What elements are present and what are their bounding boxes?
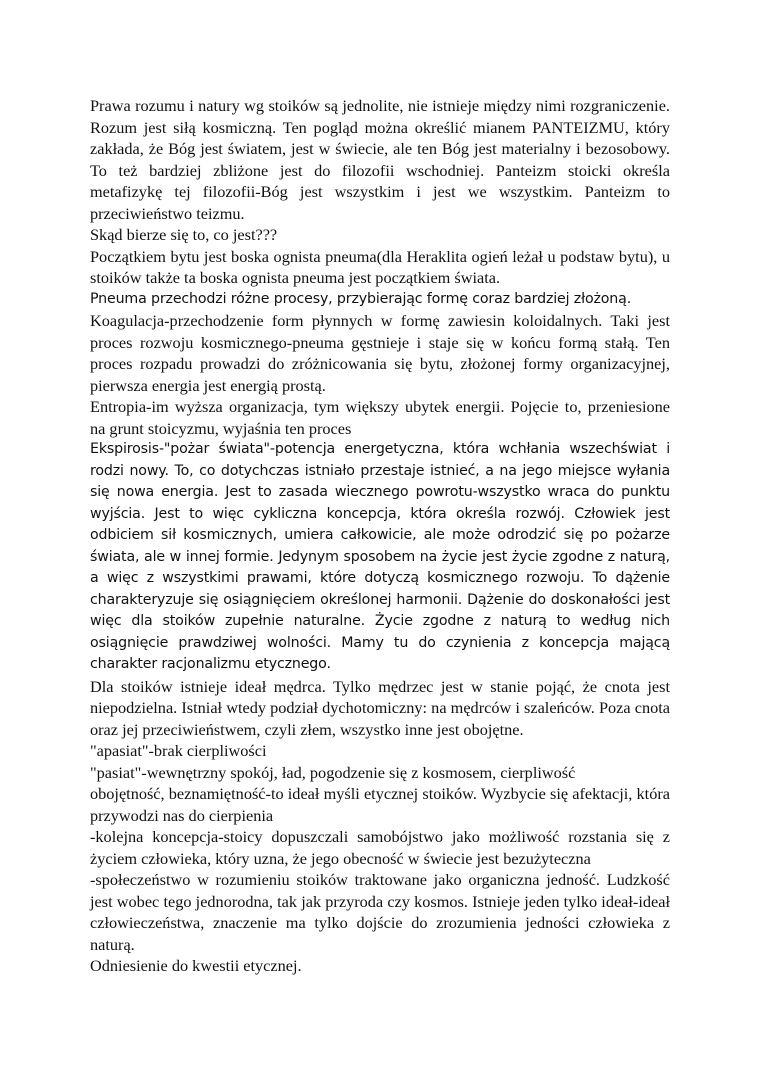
paragraph-pneuma-processes: Pneuma przechodzi różne procesy, przybierając formę coraz bardziej złożoną. bbox=[90, 290, 632, 307]
paragraph-spoleczenstwo: -społeczeństwo w rozumieniu stoików traktowane jako organiczna jedność. Ludzkość jest wobec tego jednorodna, tak jak przyroda czy kosmos. Istnieje jeden tylko ideał-ideał człowieczeństwa, znaczenie ma tylko dojście do zrozumienia jedności człowieka z naturą. bbox=[90, 870, 670, 954]
paragraph-samobojstwo: -kolejna koncepcja-stoicy dopuszczali samobójstwo jako możliwość rozstania się z życiem człowieka, który uzna, że jego obecność w świecie jest bezużyteczna bbox=[90, 827, 670, 868]
document-page bbox=[90, 95, 670, 977]
paragraph-apasiat: "apasiat"-brak cierpliwości bbox=[90, 741, 267, 760]
paragraph-obojetnosc: obojętność, beznamiętność-to ideał myśli etycznej stoików. Wyzbycie się afektacji, która przywodzi nas do cierpienia bbox=[90, 784, 670, 825]
paragraph-pasiat: "pasiat"-wewnętrzny spokój, ład, pogodzenie się z kosmosem, cierpliwość bbox=[90, 762, 576, 782]
paragraph-question: Skąd bierze się to, co jest??? bbox=[90, 225, 278, 244]
paragraph-entropia: Entropia-im wyższa organizacja, tym większy ubytek energii. Pojęcie to, przeniesione na grunt stoicyzmu, wyjaśnia ten proces bbox=[90, 397, 670, 438]
paragraph-odniesienie: Odniesienie do kwestii etycznej. bbox=[90, 956, 302, 975]
paragraph-koagulacja: Koagulacja-przechodzenie form płynnych w formę zawiesin koloidalnych. Taki jest proces rozwoju kosmicznego-pneuma gęstnieje i staje się w końcu formą stałą. Ten proces rozpadu prowadzi do zróżnicowania się bytu, złożonej formy organizacyjnej, pierwsza energia jest energią prostą. bbox=[90, 311, 670, 395]
paragraph-ekspirosis: Ekspirosis-"pożar świata"-potencja energetyczna, która wchłania wszechświat i rodzi nowy. To, co dotychczas istniało przestaje istnieć, a na jego miejsce wyłania się nowa energia. Jest to zasada wiecznego powrotu-wszystko wraca do punktu wyjścia. Jest to więc cykliczna koncepcja, która określa rozwój. Człowiek jest odbiciem sił kosmicznych, umiera całkowicie, ale może odrodzić się po pożarze świata, ale w innej formie. Jedynym sposobem na życie jest życie zgodne z naturą, a więc z wszystkimi prawami, które dotyczą kosmicznego rozwoju. To dążenie charakteryzuje się osiągnięciem określonej harmonii. Dążenie do doskonałości jest więc dla stoików zupełnie naturalne. Życie zgodne z naturą to według nich osiągnięcie prawdziwej wolności. Mamy tu do czynienia z koncepcja mającą charakter racjonalizmu etycznego. bbox=[90, 441, 670, 672]
paragraph-pneuma-origin: Początkiem bytu jest boska ognista pneuma(dla Heraklita ogień leżał u podstaw bytu), u stoików także ta boska ognista pneuma jest początkiem świata. bbox=[90, 246, 670, 287]
paragraph-medrzec: Dla stoików istnieje ideał mędrca. Tylko mędrzec jest w stanie pojąć, że cnota jest niepodzielna. Istniał wtedy podział dychotomiczny: na mędrców i szaleńców. Poza cnota oraz jej przeciwieństwem, czyli złem, wszystko inne jest obojętne. bbox=[90, 676, 670, 739]
paragraph-panteizm: Prawa rozumu i natury wg stoików są jednolite, nie istnieje między nimi rozgraniczenie. Rozum jest siłą kosmiczną. Ten pogląd można określić mianem PANTEIZMU, który zakłada, że Bóg jest światem, jest w świecie, ale ten Bóg jest materialny i bezosobowy. To też bardziej zbliżone jest do filozofii wschodniej. Panteizm stoicki określa metafizykę tej filozofii-Bóg jest wszystkim i jest we wszystkim. Panteizm to przeciwieństwo teizmu. bbox=[90, 96, 670, 223]
